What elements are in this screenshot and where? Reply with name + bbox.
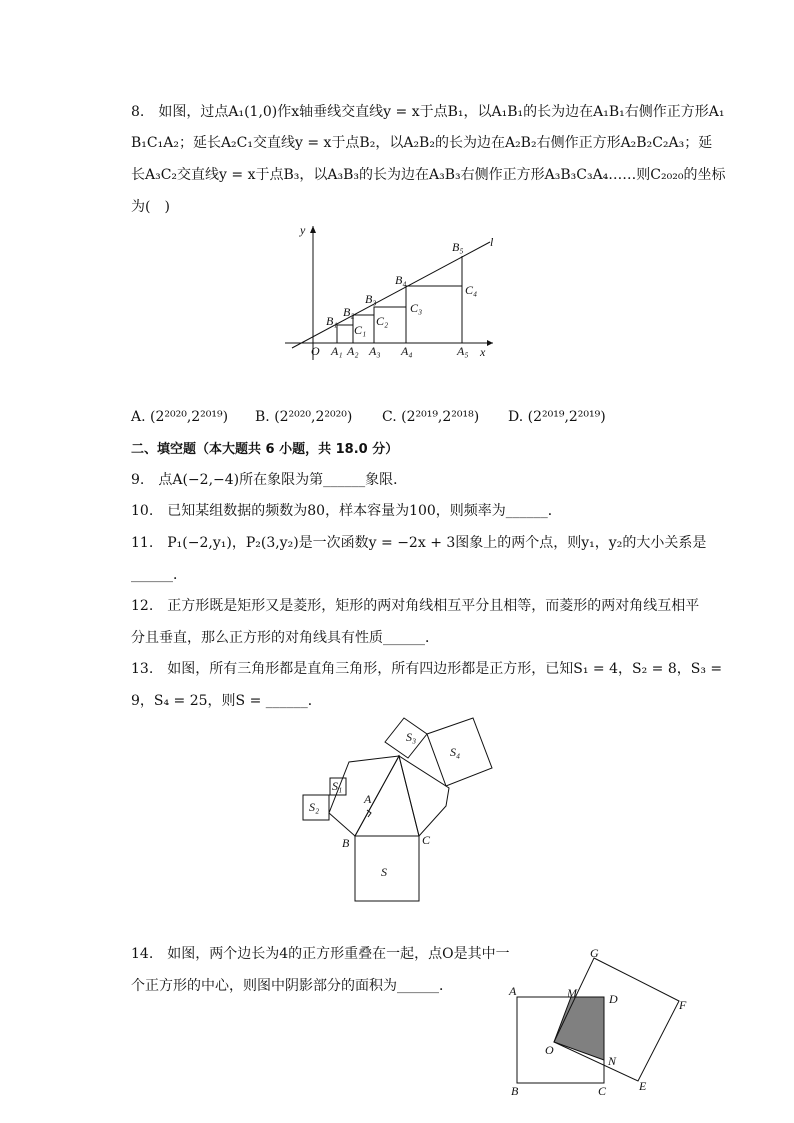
q14-fig-G: G	[590, 946, 599, 960]
q13-line-1: 13. 如图，所有三角形都是直角三角形，所有四边形都是正方形，已知S₁ = 4，S₂ = 8，S₃ =	[131, 661, 723, 677]
q8-fig-B1: B₁	[326, 314, 338, 328]
q8-fig-A4: A₄	[401, 344, 413, 358]
q8-fig-B2: B₂	[343, 305, 355, 319]
q8-option-b: B. (2²⁰²⁰,2²⁰²⁰)	[255, 409, 353, 425]
q14-line-2: 个正方形的中心，则图中阴影部分的面积为______．	[131, 978, 453, 994]
q14-fig-C: C	[598, 1084, 607, 1098]
q13-fig-S1: S₁	[332, 779, 343, 793]
q11-line-1: 11. P₁(−2,y₁)，P₂(3,y₂)是一次函数y = −2x + 3图象上的两个点，则y₁，y₂的大小关系是	[131, 535, 707, 551]
q10-text: 10. 已知某组数据的频数为80，样本容量为100，则频率为______．	[131, 503, 562, 519]
q8-fig-B4: B₄	[395, 273, 407, 287]
q8-fig-A1: A₁	[331, 344, 343, 358]
q14-fig-M: M	[567, 986, 577, 1000]
q14-figure	[505, 945, 705, 1105]
q9-text: 9. 点A(−2,−4)所在象限为第______象限．	[131, 472, 408, 488]
q14-fig-A: A	[509, 984, 517, 998]
q13-fig-B: B	[342, 836, 350, 850]
q14-fig-O: O	[545, 1043, 554, 1057]
q8-fig-C2: C₂	[376, 314, 389, 328]
q13-fig-A: A	[364, 792, 372, 806]
q8-figure	[285, 222, 500, 362]
q8-fig-A3: A₃	[369, 344, 381, 358]
q8-line-4: 为( )	[131, 199, 170, 215]
q14-fig-E: E	[639, 1079, 647, 1093]
q8-fig-l: l	[490, 235, 494, 249]
q8-fig-A2: A₂	[347, 344, 359, 358]
q12-line-2: 分且垂直，那么正方形的对角线具有性质______．	[131, 630, 439, 646]
q8-fig-y: y	[300, 223, 306, 237]
q14-fig-D: D	[609, 992, 618, 1006]
q8-line-3: 长A₃C₂交直线y = x于点B₃，以A₃B₃的长为边在A₃B₃右侧作正方形A₃B₃C₃A₄……则C₂₀₂₀的坐标	[131, 167, 726, 183]
q8-fig-C1: C₁	[354, 323, 367, 337]
q8-fig-B5: B₅	[452, 240, 464, 254]
q8-fig-x: x	[480, 345, 486, 359]
q14-fig-B: B	[511, 1084, 519, 1098]
q8-option-a: A. (2²⁰²⁰,2²⁰¹⁹)	[131, 409, 229, 425]
q13-fig-S: S	[381, 865, 387, 879]
q8-fig-O: O	[311, 344, 320, 358]
q13-fig-S4: S₄	[450, 745, 461, 759]
q8-line-2: B₁C₁A₂；延长A₂C₁交直线y = x于点B₂，以A₂B₂的长为边在A₂B₂右侧作正方形A₂B₂C₂A₃；延	[131, 135, 713, 151]
q14-line-1: 14. 如图，两个边长为4的正方形重叠在一起，点O是其中一	[131, 946, 510, 962]
q13-fig-S3: S₃	[406, 730, 417, 744]
q8-line-1: 8. 如图，过点A₁(1,0)作x轴垂线交直线y = x于点B₁，以A₁B₁的长为边在A₁B₁右侧作正方形A₁	[131, 104, 725, 120]
q8-fig-B3: B₃	[365, 292, 377, 306]
q8-fig-C4: C₄	[465, 283, 478, 297]
q14-fig-N: N	[608, 1054, 617, 1068]
q8-option-d: D. (2²⁰¹⁹,2²⁰¹⁹)	[508, 409, 606, 425]
q8-fig-C3: C₃	[410, 301, 423, 315]
q12-line-1: 12. 正方形既是矩形又是菱形，矩形的两对角线相互平分且相等，而菱形的两对角线互相平	[131, 598, 700, 614]
section-2-title: 二、填空题（本大题共 6 小题，共 18.0 分）	[131, 442, 399, 457]
q13-figure	[298, 715, 498, 905]
q8-fig-A5: A₅	[457, 344, 469, 358]
q11-line-2: ______．	[131, 567, 187, 583]
q13-fig-S2: S₂	[309, 800, 320, 814]
q8-option-c: C. (2²⁰¹⁹,2²⁰¹⁸)	[382, 409, 480, 425]
q13-line-2: 9，S₄ = 25，则S = ______．	[131, 693, 322, 709]
q14-fig-F: F	[679, 998, 687, 1012]
q13-fig-C: C	[422, 833, 431, 847]
